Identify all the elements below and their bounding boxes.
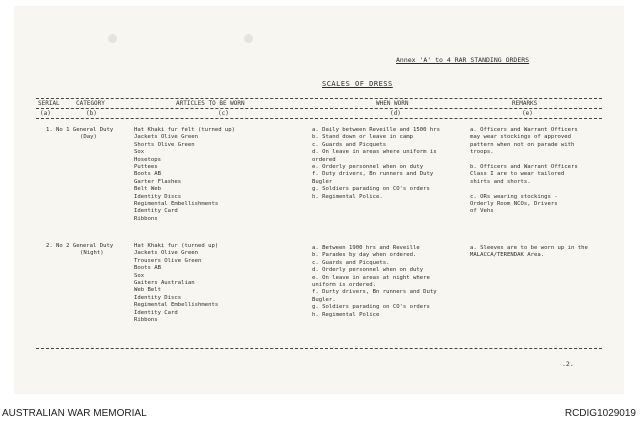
article-item: Identity Discs [134,193,182,200]
when-worn-item: f. Durty drivers, Bn runners and Duty [312,289,437,296]
article-item: Hat Khaki fur felt (turned up) [134,127,236,133]
document-title: SCALES OF DRESS [322,80,393,88]
article-item: Puttees [134,164,158,171]
remark-item: a. Sleeves are to be worn up in the [470,245,588,251]
article-item: Hosetops [134,156,161,163]
remark-item: may wear stockings of approved [470,134,572,141]
row-2-category [56,243,113,258]
page-number: .2. [562,360,574,368]
when-worn-item: e. Orderly personnel when on duty [312,164,424,171]
header-remarks: REMARKS [512,100,538,107]
row-1-when-worn [312,127,440,201]
remark-item: a. Officers and Warrant Officers [470,127,578,133]
article-item: Gaiters Australian [134,280,195,287]
header-category: CATEGORY [76,100,105,107]
row-1-serial: 1. [46,127,53,133]
when-worn-item: c. Guards and Picquets. [312,259,390,266]
when-worn-item: d. Orderly personnel when on duty [312,267,424,274]
row-1-category-name: No 1 General Duty [56,127,114,133]
when-worn-item: c. Guards and Picquets [312,141,387,148]
when-worn-item: b. Stand down or leave in camp [312,134,414,141]
row-2-when-worn [312,245,437,319]
remark-item: Orderly Room NCOs, Drivers [470,201,558,208]
col-label-b: (b) [86,110,97,117]
col-label-c: (c) [218,110,229,117]
remark-item: c. ORs wearing stockings - [470,193,558,200]
remark-item: of Vehs [470,208,494,215]
when-worn-item: f. Duty drivers, Bn runners and Duty [312,171,434,178]
when-worn-item: g. Soldiers parading on CO's orders [312,186,430,193]
remark-item: troops. [470,149,494,156]
row-2-category-name: No 2 General Duty [56,243,114,249]
when-worn-item: d. On leave in areas where uniform is [312,149,437,156]
archive-credit: AUSTRALIAN WAR MEMORIAL [2,408,147,419]
article-item: Belt Web [134,186,161,193]
col-label-a: (a) [40,110,51,117]
punch-hole [244,34,253,43]
remark-item [470,157,578,164]
article-item: Jackets Olive Green [134,250,198,257]
when-worn-item: a. Between 1900 hrs and Reveille [312,245,420,251]
article-item: Sox [134,272,145,279]
article-item: Identity Card [134,208,178,215]
archive-reference: RCDIG1029019 [564,408,636,419]
row-1-category-time: (Day) [80,134,97,141]
remark-item: b. Officers and Warrant Officers [470,164,578,171]
article-item: Trousers Olive Green [134,257,202,264]
remark-item [470,186,578,193]
row-2-remarks [470,245,588,260]
when-worn-item: e. On leave in areas at night where [312,274,430,281]
row-2-category-time: (Night) [80,250,104,257]
remark-item: pattern when not on parade with [470,141,575,148]
article-item: Web Belt [134,287,161,294]
annex-reference: Annex 'A' to 4 RAR STANDING ORDERS [396,56,530,64]
article-item: Boots AB [134,265,161,272]
remark-item: MALACCA/TERENDAK Area. [470,252,545,259]
article-item: Regimental Embellishments [134,201,219,208]
article-item: Sox [134,149,145,156]
when-worn-item: uniform is ordered. [312,282,376,289]
header-rule-top [36,98,602,99]
row-2-serial: 2. [46,243,53,249]
article-item: Ribbons [134,215,158,222]
header-articles: ARTICLES TO BE WORN [176,100,245,107]
header-rule-bottom [36,118,602,119]
when-worn-item: h. Regimental Police [312,311,380,318]
when-worn-item: Bugler [312,178,333,185]
when-worn-item: g. Soldiers parading on CO's orders [312,304,430,311]
col-label-d: (d) [390,110,401,117]
article-item: Identity Discs [134,294,182,301]
header-rule-mid [36,108,602,109]
article-item: Ribbons [134,317,158,324]
row-1-category [56,127,113,142]
row-2-articles [134,243,218,324]
header-serial: SERIAL [38,100,60,107]
article-item: Garter Flashes [134,178,182,185]
when-worn-item: b. Parades by day when ordered. [312,252,417,259]
when-worn-item: Bugler. [312,296,336,303]
article-item: Identity Card [134,309,178,316]
row-1-articles [134,127,235,223]
bottom-rule [36,348,602,349]
article-item: Shorts Olive Green [134,141,195,148]
remark-item: shirts and shorts. [470,178,531,185]
when-worn-item: h. Regimental Police. [312,193,383,200]
article-item: Jackets Olive Green [134,134,198,141]
when-worn-item: a. Daily between Reveille and 1500 hrs [312,127,440,133]
article-item: Hat Khaki fur (turned up) [134,243,219,249]
article-item: Regimental Embellishments [134,302,219,309]
article-item: Boots AB [134,171,161,178]
header-when: WHEN WORN [376,100,409,107]
when-worn-item: ordered [312,156,336,163]
col-label-e: (e) [522,110,533,117]
remark-item: Class I are to wear tailored [470,171,565,178]
punch-hole [108,34,117,43]
row-1-remarks [470,127,578,216]
